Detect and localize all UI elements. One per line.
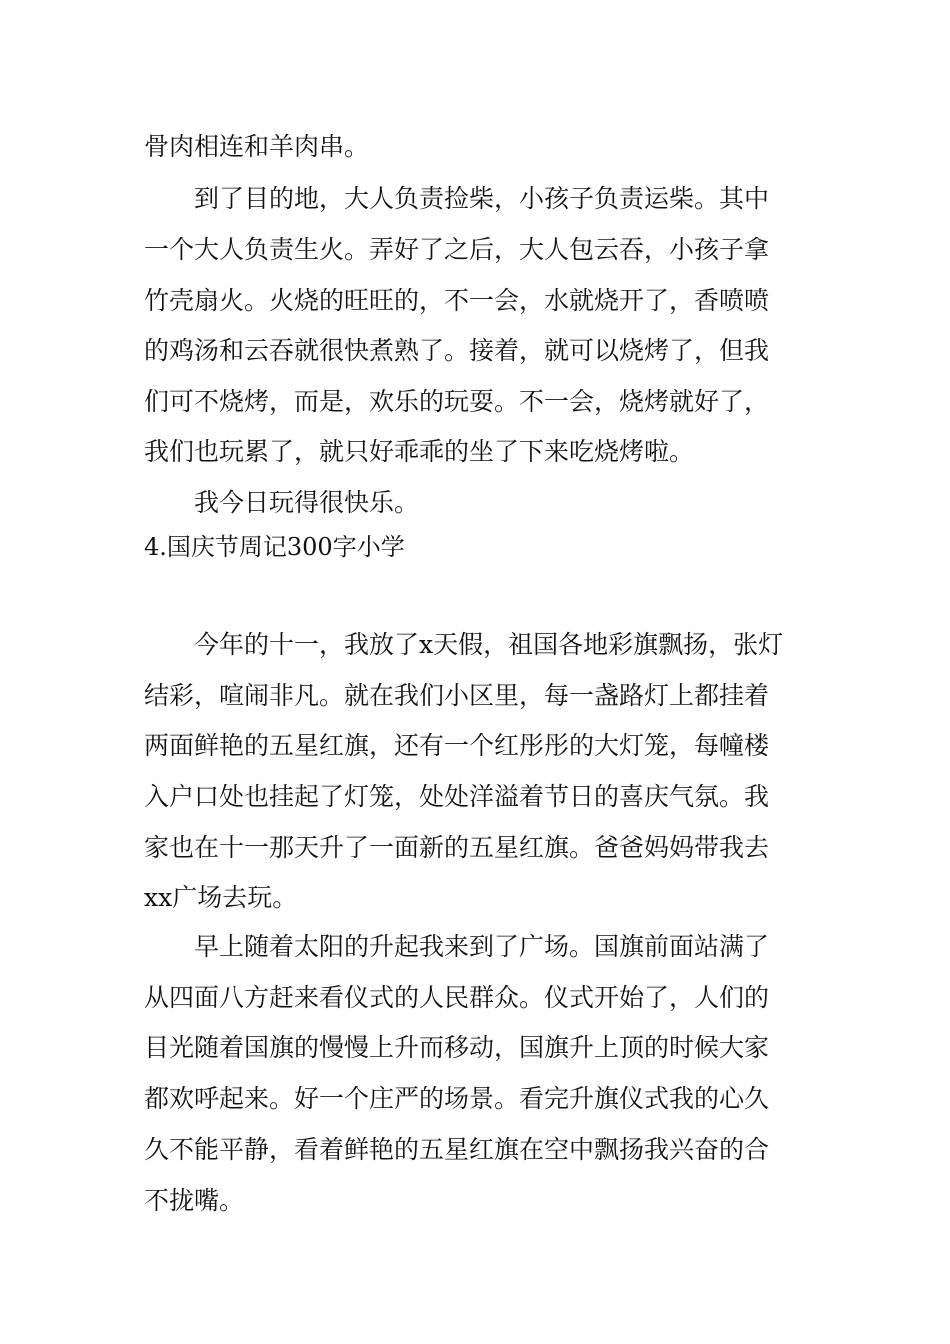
- text-line: 结彩，喧闹非凡。就在我们小区里，每一盏路灯上都挂着: [144, 681, 770, 710]
- text-line: 早上随着太阳的升起我来到了广场。国旗前面站满了: [144, 932, 770, 961]
- text-line: 竹壳扇火。火烧的旺旺的，不一会，水就烧开了，香喷喷: [144, 286, 770, 315]
- text-line: 骨肉相连和羊肉串。: [144, 132, 370, 161]
- text-line: 我们也玩累了，就只好乖乖的坐了下来吃烧烤啦。: [144, 437, 695, 466]
- text-line: 们可不烧烤，而是，欢乐的玩耍。不一会，烧烤就好了，: [144, 387, 770, 416]
- text-line: 入户口处也挂起了灯笼，处处洋溢着节日的喜庆气氛。我: [144, 782, 770, 811]
- text-line: 到了目的地，大人负责捡柴，小孩子负责运柴。其中: [144, 184, 770, 213]
- text-line: 目光随着国旗的慢慢上升而移动，国旗升上顶的时候大家: [144, 1033, 770, 1062]
- text-line: 我今日玩得很快乐。: [144, 488, 420, 517]
- text-line: 都欢呼起来。好一个庄严的场景。看完升旗仪式我的心久: [144, 1084, 770, 1113]
- text-line: 的鸡汤和云吞就很快煮熟了。接着，就可以烧烤了，但我: [144, 336, 770, 365]
- text-line: 今年的十一，我放了x天假，祖国各地彩旗飘扬，张灯: [144, 630, 784, 659]
- text-line: 不拢嘴。: [144, 1186, 245, 1215]
- text-line: 两面鲜艳的五星红旗，还有一个红彤彤的大灯笼，每幢楼: [144, 731, 770, 760]
- text-line: xx广场去玩。: [144, 883, 298, 912]
- text-line: 久不能平静，看着鲜艳的五星红旗在空中飘扬我兴奋的合: [144, 1135, 770, 1164]
- text-line: 家也在十一那天升了一面新的五星红旗。爸爸妈妈带我去: [144, 833, 770, 862]
- text-line: 一个大人负责生火。弄好了之后，大人包云吞，小孩子拿: [144, 235, 770, 264]
- text-line: 从四面八方赶来看仪式的人民群众。仪式开始了，人们的: [144, 983, 770, 1012]
- section-heading: 4.国庆节周记300字小学: [144, 533, 405, 561]
